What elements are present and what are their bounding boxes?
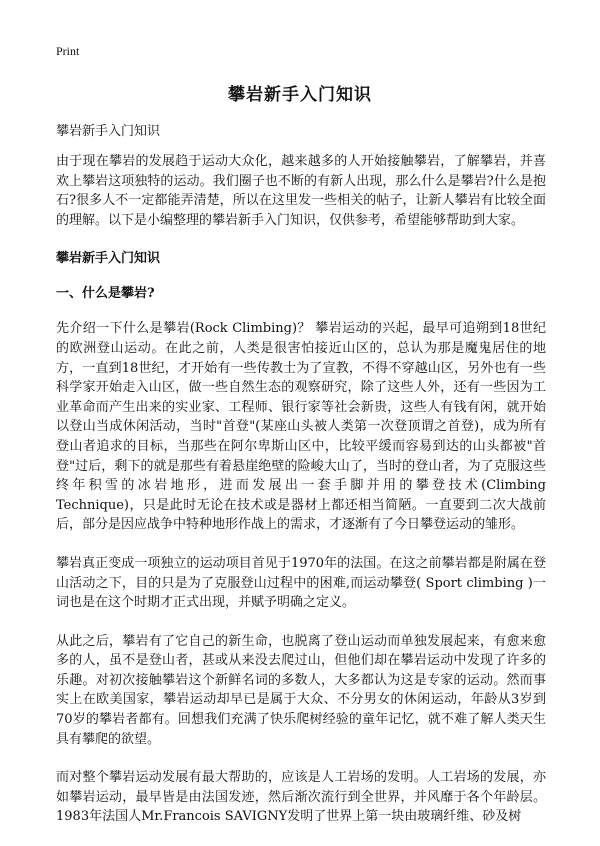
paragraph-new-life: 从此之后，攀岩有了它自己的新生命，也脱离了登山运动而单独发展起来，有愈来愈多的人，虽不是登山者，甚或从来没去爬过山，但他们却在攀岩运动中发现了许多的乐趣。对初次接触攀岩这个新鲜名词的多数人，大多都认为这是专家的运动。然而事实上在欧美国家，攀岩运动却早已是属于大众、不分男女的休闲运动，年龄从3岁到70岁的攀岩者都有。回想我们充满了快乐爬树经验的童年记忆，就不难了解人类天生具有攀爬的欲望。 (56, 633, 546, 747)
paragraph-history: 先介绍一下什么是攀岩(Rock Climbing)？ 攀岩运动的兴起，最早可追朔到18世纪的欧洲登山运动。在此之前，人类是很害怕接近山区的，总认为那是魔鬼居住的地方，一直到18世纪，才开始有一些传教士为了宣教，不得不穿越山区，另外也有一些科学家开始走入山区，做一些自然生态的观察研究，除了这些人外，还有一些因为工业革命而产生出来的实业家、工程师、银行家等社会新贵，这些人有钱有闲，就开始以登山当成休闲活动，当时"首登"(某座山头被人类第一次登顶谓之首登)，成为所有登山者追求的目标，当那些在阿尔卑斯山区中，比较平缓而容易到达的山头都被"首登"过后，剩下的就是那些有着悬崖绝壁的险峻大山了，当时的登山者，为了克服这些终年积雪的冰岩地形，进而发展出一套手脚并用的攀登技术(Climbing Technique)，只是此时无论在技术或是器材上都还相当简陋。一直要到二次大战前后，部分是因应战争中特种地形作战上的需求，才逐渐有了今日攀登运动的雏形。 (56, 321, 546, 533)
section-heading: 攀岩新手入门知识 (56, 251, 161, 267)
paragraph-artificial-walls: 而对整个攀岩运动发展有最大帮助的，应该是人工岩场的发明。人工岩场的发展，亦如攀岩运动，最早皆是由法国发迹，然后渐次流行到全世界，并风靡于各个年龄层。1983年法国人Mr.Francois SAVIGNY发明了世界上第一块由玻璃纤维、砂及树 (56, 770, 546, 825)
intro-paragraph: 由于现在攀岩的发展趋于运动大众化，越来越多的人开始接触攀岩，了解攀岩，并喜欢上攀岩这项独特的运动。我们圈子也不断的有新人出现，那么什么是攀岩?什么是抱石?很多人不一定都能弄清楚，所以在这里发一些相关的帖子，让新人攀岩有比较全面的理解。以下是小编整理的攀岩新手入门知识，仅供参考，希望能够帮助到大家。 (56, 154, 546, 228)
question-heading: 一、什么是攀岩? (56, 286, 155, 302)
document-subtitle: 攀岩新手入门知识 (56, 124, 161, 139)
paragraph-france-1970: 攀岩真正变成一项独立的运动项目首见于1970年的法国。在这之前攀岩都是附属在登山活动之下，目的只是为了克服登山过程中的困难,而运动攀登( Sport climbing )一词也是在这个时期才正式出现，并赋予明确之定义。 (56, 555, 546, 611)
document-title: 攀岩新手入门知识 (228, 85, 372, 105)
document-body (56, 152, 546, 846)
print-label: Print (56, 44, 80, 58)
